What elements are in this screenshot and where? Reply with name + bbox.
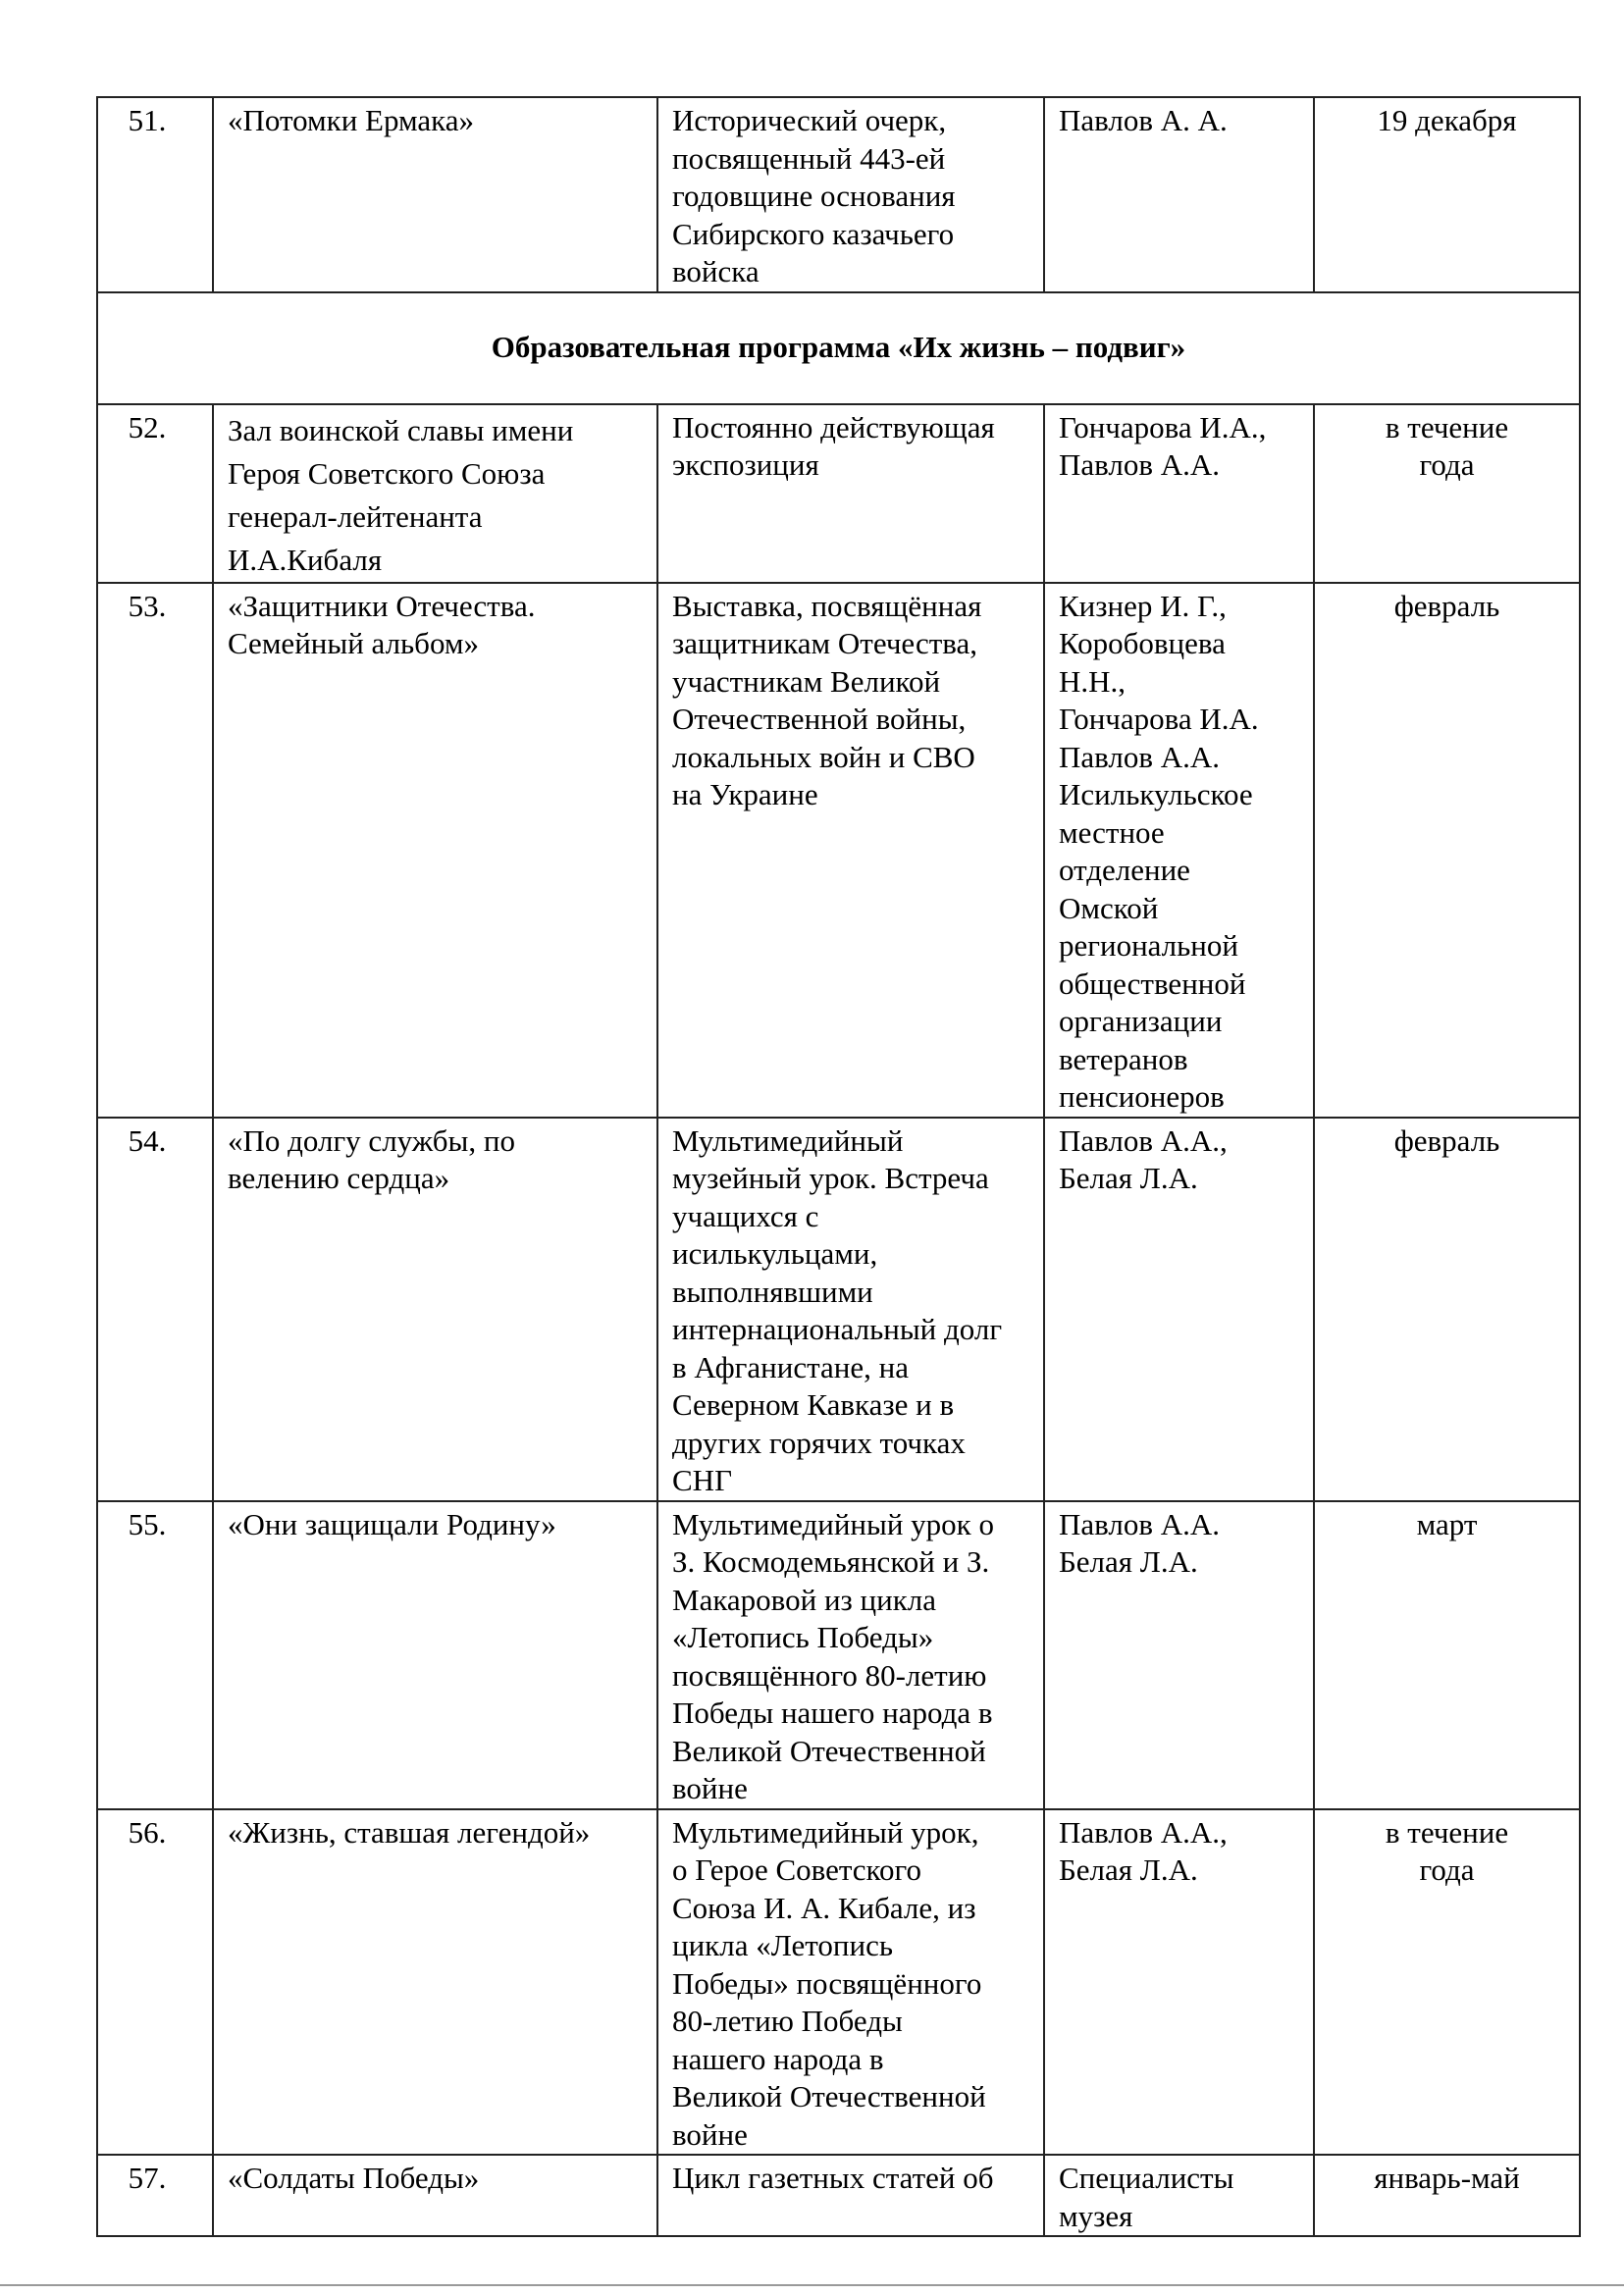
event-responsible: Павлов А.А., Белая Л.А. bbox=[1044, 1118, 1314, 1501]
table-row bbox=[97, 404, 1580, 583]
row-number: 51. bbox=[97, 97, 213, 292]
event-responsible: Кизнер И. Г., Коробовцева Н.Н., Гончарова И.А. Павлов А.А. Исилькульское местное отделение Омской региональной общественной организации ветеранов пенсионеров bbox=[1044, 583, 1314, 1118]
event-responsible: Павлов А.А. Белая Л.А. bbox=[1044, 1501, 1314, 1809]
event-title: «Потомки Ермака» bbox=[213, 97, 657, 292]
page-bottom-edge bbox=[0, 2284, 1624, 2286]
table-row bbox=[97, 583, 1580, 1118]
event-responsible: Специалисты музея bbox=[1044, 2155, 1314, 2236]
event-title: «По долгу службы, по велению сердца» bbox=[213, 1118, 657, 1501]
event-description: Мультимедийный музейный урок. Встреча учащихся с исилькульцами, выполнявшими интернациональный долг в Афганистане, на Северном Кавказе и в других горячих точках СНГ bbox=[657, 1118, 1044, 1501]
event-responsible: Гончарова И.А., Павлов А.А. bbox=[1044, 404, 1314, 583]
events-table bbox=[96, 96, 1581, 2237]
table-row bbox=[97, 2155, 1580, 2236]
event-title: «Жизнь, ставшая легендой» bbox=[213, 1809, 657, 2156]
event-title: «Защитники Отечества. Семейный альбом» bbox=[213, 583, 657, 1118]
event-description: Мультимедийный урок, о Герое Советского Союза И. А. Кибале, из цикла «Летопись Победы» посвящённого 80-летию Победы нашего народа в Великой Отечественной войне bbox=[657, 1809, 1044, 2156]
row-number: 55. bbox=[97, 1501, 213, 1809]
event-description: Мультимедийный урок о З. Космодемьянской и З. Макаровой из цикла «Летопись Победы» посвящённого 80-летию Победы нашего народа в Великой Отечественной войне bbox=[657, 1501, 1044, 1809]
event-date: в течение года bbox=[1314, 1809, 1580, 2156]
section-header-row bbox=[97, 292, 1580, 404]
event-title: Зал воинской славы имени Героя Советского Союза генерал-лейтенанта И.А.Кибаля bbox=[213, 404, 657, 583]
table-row bbox=[97, 1809, 1580, 2156]
row-number: 52. bbox=[97, 404, 213, 583]
row-number: 57. bbox=[97, 2155, 213, 2236]
event-date: в течение года bbox=[1314, 404, 1580, 583]
events-table-body bbox=[97, 97, 1580, 2236]
event-date: февраль bbox=[1314, 1118, 1580, 1501]
section-title: Образовательная программа «Их жизнь – подвиг» bbox=[97, 292, 1580, 404]
event-description: Исторический очерк, посвященный 443-ей годовщине основания Сибирского казачьего войска bbox=[657, 97, 1044, 292]
event-description: Постоянно действующая экспозиция bbox=[657, 404, 1044, 583]
event-title: «Солдаты Победы» bbox=[213, 2155, 657, 2236]
row-number: 54. bbox=[97, 1118, 213, 1501]
event-responsible: Павлов А. А. bbox=[1044, 97, 1314, 292]
table-row bbox=[97, 97, 1580, 292]
table-row bbox=[97, 1501, 1580, 1809]
event-title: «Они защищали Родину» bbox=[213, 1501, 657, 1809]
event-date: март bbox=[1314, 1501, 1580, 1809]
event-description: Выставка, посвящённая защитникам Отечества, участникам Великой Отечественной войны, локальных войн и СВО на Украине bbox=[657, 583, 1044, 1118]
event-date: 19 декабря bbox=[1314, 97, 1580, 292]
table-row bbox=[97, 1118, 1580, 1501]
row-number: 56. bbox=[97, 1809, 213, 2156]
event-description: Цикл газетных статей об bbox=[657, 2155, 1044, 2236]
event-responsible: Павлов А.А., Белая Л.А. bbox=[1044, 1809, 1314, 2156]
event-date: январь-май bbox=[1314, 2155, 1580, 2236]
event-date: февраль bbox=[1314, 583, 1580, 1118]
row-number: 53. bbox=[97, 583, 213, 1118]
